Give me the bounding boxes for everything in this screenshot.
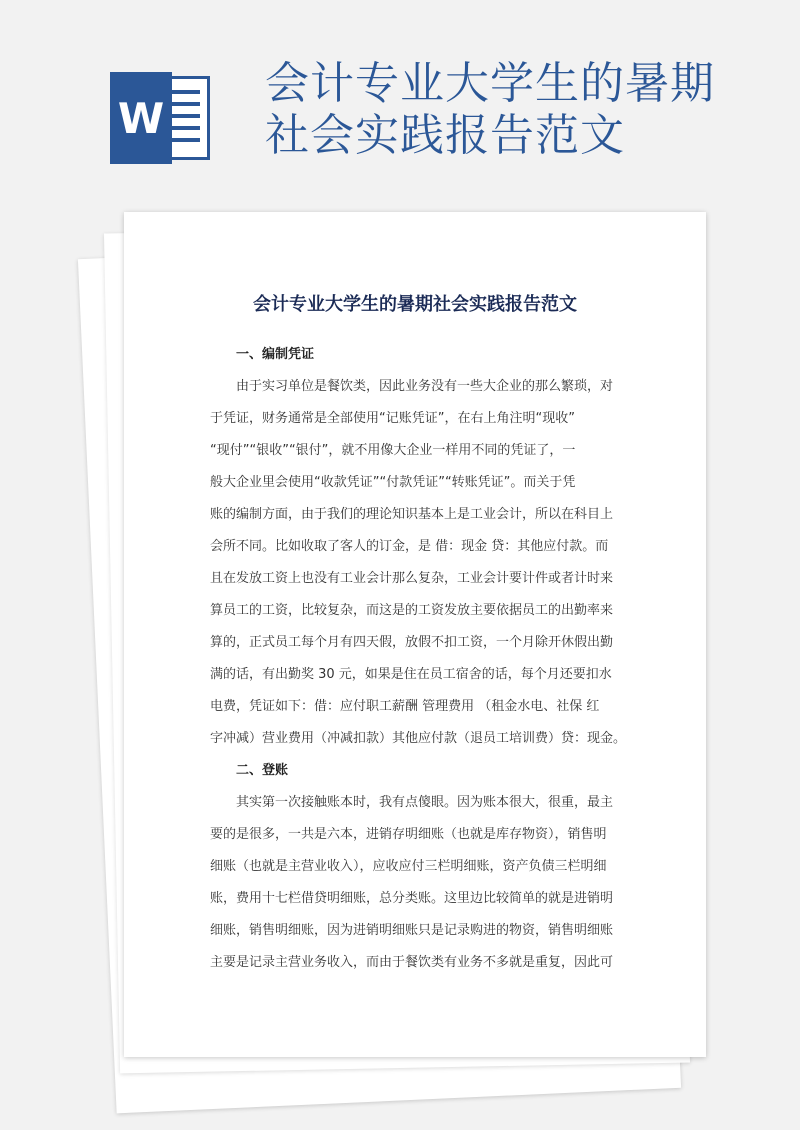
paragraph-line: 般大企业里会使用“收款凭证”“付款凭证”“转账凭证”。而关于凭 <box>210 475 576 490</box>
paragraph-line: 主要是记录主营业务收入，而由于餐饮类有业务不多就是重复，因此可 <box>210 955 614 970</box>
paragraph-line: 账的编制方面，由于我们的理论知识基本上是工业会计，所以在科目上 <box>210 507 614 522</box>
document-title: 会计专业大学生的暑期社会实践报告范文 <box>253 294 577 315</box>
paragraph-line: 会所不同。比如收取了客人的订金，是 借：现金 贷：其他应付款。而 <box>210 539 609 554</box>
paragraph-line: 于凭证，财务通常是全部使用“记账凭证”，在右上角注明“现收” <box>210 411 575 426</box>
paragraph-line: 其实第一次接触账本时，我有点傻眼。因为账本很大，很重，最主 <box>236 795 614 810</box>
paragraph-line: 电费，凭证如下：借：应付职工薪酬 管理费用 （租金水电、社保 红 <box>210 699 600 714</box>
document-page <box>124 212 706 1057</box>
paragraph-line: “现付”“银收”“银付”，就不用像大企业一样用不同的凭证了，一 <box>210 443 576 458</box>
section-1-paragraph <box>210 371 628 755</box>
paragraph-line: 细账（也就是主营业收入），应收应付三栏明细账，资产负债三栏明细 <box>210 859 607 874</box>
word-icon <box>110 72 214 164</box>
paragraph-line: 要的是很多，一共是六本，进销存明细账（也就是库存物资），销售明 <box>210 827 607 842</box>
word-icon-badge <box>110 72 172 164</box>
document-body <box>210 339 628 979</box>
word-icon-letter: W <box>117 93 165 143</box>
section-2-paragraph <box>210 787 628 979</box>
header <box>0 0 800 200</box>
paragraph-line: 细账，销售明细账，因为进销明细账只是记录购进的物资，销售明细账 <box>210 923 614 938</box>
header-title-line1: 会计专业大学生的暑期 <box>265 58 715 109</box>
paragraph-line: 算员工的工资，比较复杂，而这是的工资发放主要依据员工的出勤率来 <box>210 603 614 618</box>
section-heading: 一、编制凭证 <box>236 347 315 362</box>
paragraph-line: 账，费用十七栏借贷明细账，总分类账。这里边比较简单的就是进销明 <box>210 891 614 906</box>
paragraph-line: 算的，正式员工每个月有四天假，放假不扣工资，一个月除开休假出勤 <box>210 635 614 650</box>
paragraph-line: 字冲减）营业费用（冲减扣款）其他应付款（退员工培训费）贷：现金。 <box>210 731 627 746</box>
header-title-line2: 社会实践报告范文 <box>265 110 625 161</box>
paragraph-line: 且在发放工资上也没有工业会计那么复杂，工业会计要计件或者计时来 <box>210 571 614 586</box>
section-heading: 二、登账 <box>236 763 289 778</box>
paragraph-line: 满的话，有出勤奖 30 元，如果是住在员工宿舍的话，每个月还要扣水 <box>210 667 612 682</box>
paragraph-line: 由于实习单位是餐饮类，因此业务没有一些大企业的那么繁琐，对 <box>236 379 614 394</box>
header-title <box>265 58 745 162</box>
